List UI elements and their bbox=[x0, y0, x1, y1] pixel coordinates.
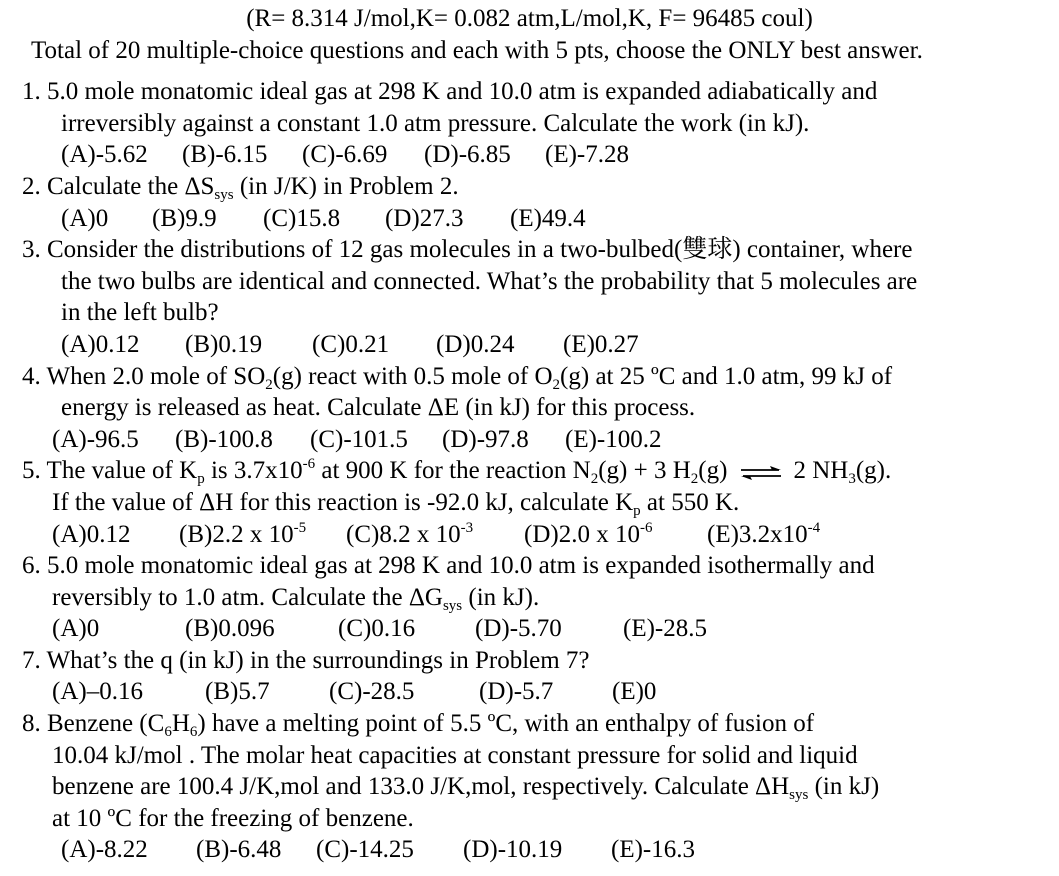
question-2-options bbox=[0, 203, 1059, 235]
option-a: (A)-96.5 bbox=[52, 425, 139, 453]
question-5-options bbox=[0, 519, 1059, 551]
question-1-line-2: irreversibly against a constant 1.0 atm pressure. Calculate the work (in kJ). bbox=[61, 109, 810, 137]
instructions-line: Total of 20 multiple-choice questions and each with 5 pts, choose the ONLY best answer. bbox=[31, 36, 923, 64]
option-d: (D)-5.70 bbox=[475, 615, 562, 643]
option-c: (C)8.2 x $10^{-3}$ bbox=[346, 519, 474, 548]
question-8-line-4: at 10 ºC for the freezing of benzene. bbox=[52, 804, 414, 832]
exam-page bbox=[0, 3, 1059, 866]
option-d: (D)27.3 bbox=[385, 204, 464, 232]
option-b: (B)9.9 bbox=[152, 204, 217, 232]
option-e: (E)-7.28 bbox=[545, 141, 629, 169]
option-c: (C)-101.5 bbox=[310, 425, 408, 453]
question-2-line-1: 2. Calculate the $\Delta S_{sys}$ (in J/K) in Problem 2. bbox=[22, 172, 459, 203]
question-6-line-1: 6. 5.0 mole monatomic ideal gas at 298 K and 10.0 atm is expanded isothermally and bbox=[22, 552, 875, 580]
question-4-line-2: energy is released as heat. Calculate ΔE (in kJ) for this process. bbox=[61, 394, 696, 422]
question-3-options bbox=[0, 329, 1059, 361]
question-4-line-1: 4. When 2.0 mole of $SO_2(g)$ react with 0.5 mole of $O_2(g)$ at 25 ºC and 1.0 atm, 99 kJ of bbox=[22, 362, 893, 393]
question-7-options bbox=[0, 676, 1059, 708]
option-b: (B)-100.8 bbox=[175, 425, 273, 453]
option-c: (C)0.21 bbox=[312, 330, 390, 358]
option-c: (C)-6.69 bbox=[302, 141, 388, 169]
option-e: (E)-28.5 bbox=[623, 615, 707, 643]
option-a: (A)-5.62 bbox=[61, 141, 148, 169]
question-3-line-3: in the left bulb? bbox=[61, 299, 219, 327]
option-b: (B)0.19 bbox=[185, 330, 263, 358]
option-b: (B)5.7 bbox=[205, 678, 270, 706]
option-b: (B)-6.48 bbox=[196, 836, 282, 864]
question-1-options bbox=[0, 139, 1059, 171]
option-c: (C)0.16 bbox=[338, 615, 416, 643]
option-e: (E)49.4 bbox=[510, 204, 586, 232]
option-c: (C)-14.25 bbox=[316, 836, 414, 864]
question-4-options bbox=[0, 424, 1059, 456]
constants-line: (R= 8.314 J/mol,K= 0.082 atm,L/mol,K, F= 96485 coul) bbox=[246, 5, 813, 32]
option-a: (A)–0.16 bbox=[52, 678, 143, 706]
question-1-line-1: 1. 5.0 mole monatomic ideal gas at 298 K and 10.0 atm is expanded adiabatically and bbox=[22, 78, 878, 106]
question-8-line-1: 8. Benzene $(C_6H_6)$ have a melting point of 5.5 ºC, with an enthalpy of fusion of bbox=[22, 710, 815, 741]
option-a: (A)-8.22 bbox=[61, 836, 148, 864]
option-e: $(E)3.2x10^{-4}$ bbox=[707, 519, 821, 548]
question-8-line-2: 10.04 kJ/mol . The molar heat capacities at constant pressure for solid and liquid bbox=[52, 741, 858, 769]
option-b: (B)-6.15 bbox=[182, 141, 268, 169]
option-a: (A)0.12 bbox=[52, 520, 131, 548]
equilibrium-arrows-icon bbox=[739, 466, 783, 480]
question-8-line-3: benzene are 100.4 J/K,mol and 133.0 J/K,mol, respectively. Calculate $\Delta H_{sys}$ (in kJ) bbox=[52, 773, 880, 804]
option-e: (E)-100.2 bbox=[565, 425, 662, 453]
question-8-options bbox=[0, 834, 1059, 866]
option-a: (A)0.12 bbox=[61, 330, 140, 358]
question-3-line-1: 3. Consider the distributions of 12 gas molecules in a two-bulbed(雙球) container, where bbox=[22, 236, 913, 264]
question-6-line-2: reversibly to 1.0 atm. Calculate the $\Delta G_{sys}$ (in kJ). bbox=[52, 583, 540, 614]
option-d: (D)-10.19 bbox=[463, 836, 563, 864]
question-7-line-1: 7. What’s the q (in kJ) in the surroundings in Problem 7? bbox=[22, 646, 590, 674]
question-5-line-1: 5. The value of $K_p$ is $3.7x10^{-6}$ at 900 K for the reaction $N_2(g) + 3$ $H_2(g)$ 2 $NH_3(g)$. bbox=[22, 456, 892, 488]
option-d: (D)-97.8 bbox=[442, 425, 529, 453]
option-b: (B)0.096 bbox=[185, 615, 275, 643]
option-d: (D)-6.85 bbox=[424, 141, 511, 169]
question-6-options bbox=[0, 613, 1059, 645]
option-a: (A)0 bbox=[52, 615, 100, 643]
option-e: (E)0 bbox=[612, 678, 657, 706]
option-d: (D)2.0 x $10^{-6}$ bbox=[524, 519, 653, 548]
option-c: (C)15.8 bbox=[263, 204, 341, 232]
question-3-line-2: the two bulbs are identical and connected. What’s the probability that 5 molecules are bbox=[61, 267, 918, 295]
option-d: (D)-5.7 bbox=[479, 678, 554, 706]
option-d: (D)0.24 bbox=[436, 330, 515, 358]
option-a: (A)0 bbox=[61, 204, 109, 232]
option-e: (E)-16.3 bbox=[611, 836, 695, 864]
option-c: (C)-28.5 bbox=[329, 678, 415, 706]
option-b: (B)2.2 x $10^{-5}$ bbox=[179, 519, 307, 548]
question-5-line-2: If the value of ΔH for this reaction is -92.0 kJ, calculate $K_p$ at 550 K. bbox=[52, 488, 740, 519]
option-e: (E)0.27 bbox=[563, 330, 639, 358]
